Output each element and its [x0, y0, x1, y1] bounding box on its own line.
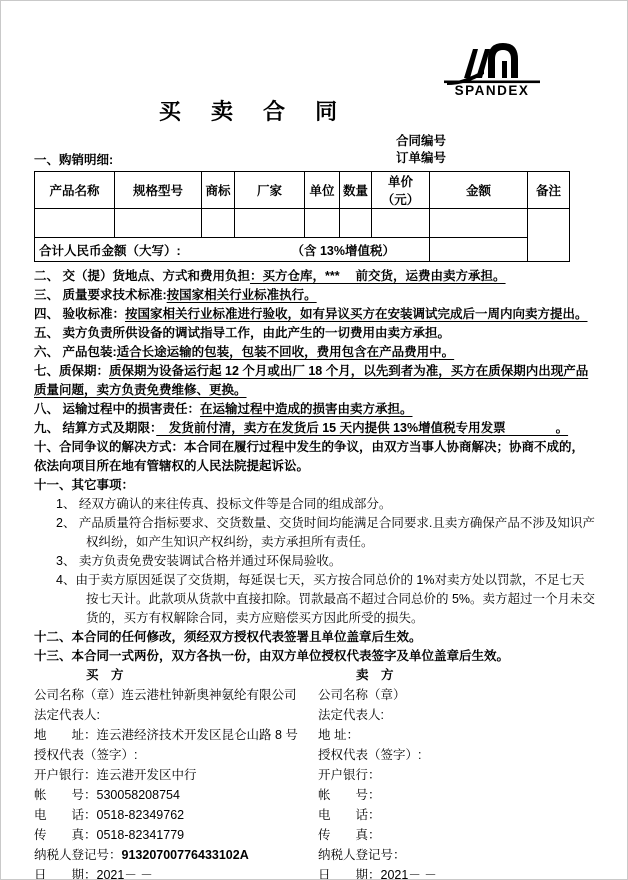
cell-spec-model [115, 209, 202, 238]
clause-11: 十一、其它事项： [34, 478, 135, 492]
seller-account-no: 帐 号： [318, 788, 381, 802]
buyer-phone: 电 话：0518-82349762 [34, 808, 185, 822]
order-no-label: 订单编号 [396, 151, 447, 165]
buyer-header: 买 方 [86, 668, 124, 682]
seller-column [318, 685, 594, 880]
buyer-taxpayer-id: 纳税人登记号：91320700776433102A [34, 848, 249, 862]
seller-legal-rep: 法定代表人: [318, 708, 384, 722]
products-table [34, 171, 570, 262]
col-header-remarks: 备注 [528, 172, 570, 209]
vat-note: （含 13%增值税） [291, 243, 395, 258]
signature-section [34, 685, 594, 880]
col-header-quantity: 数量 [340, 172, 372, 209]
total-amount-cell [35, 238, 430, 262]
clause-3: 三、 质量要求技术标准:按国家相关行业标准执行。 [34, 288, 317, 302]
cell-unit [305, 209, 340, 238]
clause-7: 七、质保期：质保期为设备运行起 12 个月或出厂 18 个月，以先到者为准，买方在质保期内出现产品质量问题，卖方负责免费维修、更换。 [34, 364, 589, 397]
table-header-row [35, 172, 570, 209]
table-total-row [35, 238, 570, 262]
signature-headers [34, 666, 594, 685]
spandex-logo-mark [447, 43, 518, 85]
seller-taxpayer-id: 纳税人登记号： [318, 848, 406, 862]
buyer-authorized-rep: 授权代表（签字）: [34, 748, 138, 762]
clause-4: 四、 验收标准：按国家相关行业标准进行验收，如有异议买方在安装调试完成后一周内向卖方提出。 [34, 307, 588, 321]
seller-fax: 传 真： [318, 828, 381, 842]
clause-5: 五、 卖方负责所供设备的调试指导工作，由此产生的一切费用由卖方承担。 [34, 326, 450, 340]
clause-2: 二、 交（提）货地点、方式和费用负担：买方仓库，*** 前交货，运费由卖方承担。 [34, 269, 506, 283]
seller-phone: 电 话： [318, 808, 381, 822]
col-header-amount: 金额 [430, 172, 528, 209]
clauses-section [34, 267, 596, 666]
contract-numbers [396, 133, 446, 167]
col-header-unit-price: 单价（元） [372, 172, 430, 209]
clause-9: 九、 结算方式及期限： 发货前付清，卖方在发货后 15 天内提供 13%增值税专用发票 。 [34, 421, 569, 435]
col-header-product-name: 产品名称 [35, 172, 115, 209]
page-title: 买 卖 合 同 [158, 99, 350, 124]
col-header-spec-model: 规格型号 [115, 172, 202, 209]
col-header-trademark: 商标 [202, 172, 235, 209]
seller-date: 日 期：2021－ － [318, 868, 437, 880]
buyer-fax: 传 真：0518-82341779 [34, 828, 185, 842]
meta-row [34, 133, 594, 169]
table-empty-row [35, 209, 570, 238]
buyer-account-no: 帐 号：530058208754 [34, 788, 180, 802]
contract-no-label: 合同编号 [396, 134, 447, 148]
spandex-logo [442, 37, 548, 97]
col-header-manufacturer: 厂家 [235, 172, 305, 209]
buyer-legal-rep: 法定代表人: [34, 708, 100, 722]
seller-authorized-rep: 授权代表（签字）: [318, 748, 422, 762]
cell-amount [430, 209, 528, 238]
clause-8: 八、 运输过程中的损害责任：在运输过程中造成的损害由卖方承担。 [34, 402, 413, 416]
seller-address: 地 址： [318, 728, 359, 742]
clause-12: 十二、本合同的任何修改，须经双方授权代表签署且单位盖章后生效。 [34, 630, 422, 644]
cell-product-name [35, 209, 115, 238]
buyer-address: 地 址：连云港经济技术开发区昆仑山路 8 号 [34, 728, 298, 742]
buyer-column [34, 685, 318, 880]
clause-11-item-1: 1、 经双方确认的来往传真、投标文件等是合同的组成部分。 [56, 497, 392, 511]
clause-11-item-3: 3、 卖方负责免费安装调试合格并通过环保局验收。 [56, 554, 342, 568]
section1-heading: 一、购销明细: [34, 153, 114, 167]
cell-manufacturer [235, 209, 305, 238]
clause-6: 六、 产品包装:适合长途运输的包装，包装不回收，费用包含在产品费用中。 [34, 345, 455, 359]
logo-brand-text: SPANDEX [454, 83, 530, 97]
cell-unit-price [372, 209, 430, 238]
buyer-company-name: 公司名称（章）连云港杜钟新奥神氨纶有限公司 [34, 688, 297, 702]
total-amount-label: 合计人民币金额（大写）: [39, 243, 181, 258]
cell-trademark [202, 209, 235, 238]
seller-company-name: 公司名称（章） [318, 688, 406, 702]
cell-remarks [528, 209, 570, 262]
seller-header: 卖 方 [356, 668, 394, 682]
buyer-date: 日 期：2021－ － [34, 868, 153, 880]
clause-11-item-4: 4、由于卖方原因延误了交货期，每延误七天，买方按合同总价的 1%对卖方处以罚款，不足七天按七天计。此款项从货款中直接扣除。罚款最高不超过合同总价的 5%。卖方超过一个月未交货的，买方有权解除合同，卖方应赔偿买方因此所受的损失。 [56, 573, 596, 625]
clause-13: 十三、本合同一式两份，双方各执一份，由双方单位授权代表签字及单位盖章后生效。 [34, 649, 510, 663]
clause-10: 十、合同争议的解决方式：本合同在履行过程中发生的争议，由双方当事人协商解决；协商不成的，依法向项目所在地有管辖权的人民法院提起诉讼。 [34, 440, 585, 473]
clause-11-item-2: 2、 产品质量符合指标要求、交货数量、交货时间均能满足合同要求.且卖方确保产品不涉及知识产权纠纷，如产生知识产权纠纷，卖方承担所有责任。 [56, 516, 595, 549]
col-header-unit: 单位 [305, 172, 340, 209]
cell-total-amount-value [430, 238, 528, 262]
buyer-bank: 开户银行：连云港开发区中行 [34, 768, 197, 782]
seller-bank: 开户银行： [318, 768, 381, 782]
cell-quantity [340, 209, 372, 238]
